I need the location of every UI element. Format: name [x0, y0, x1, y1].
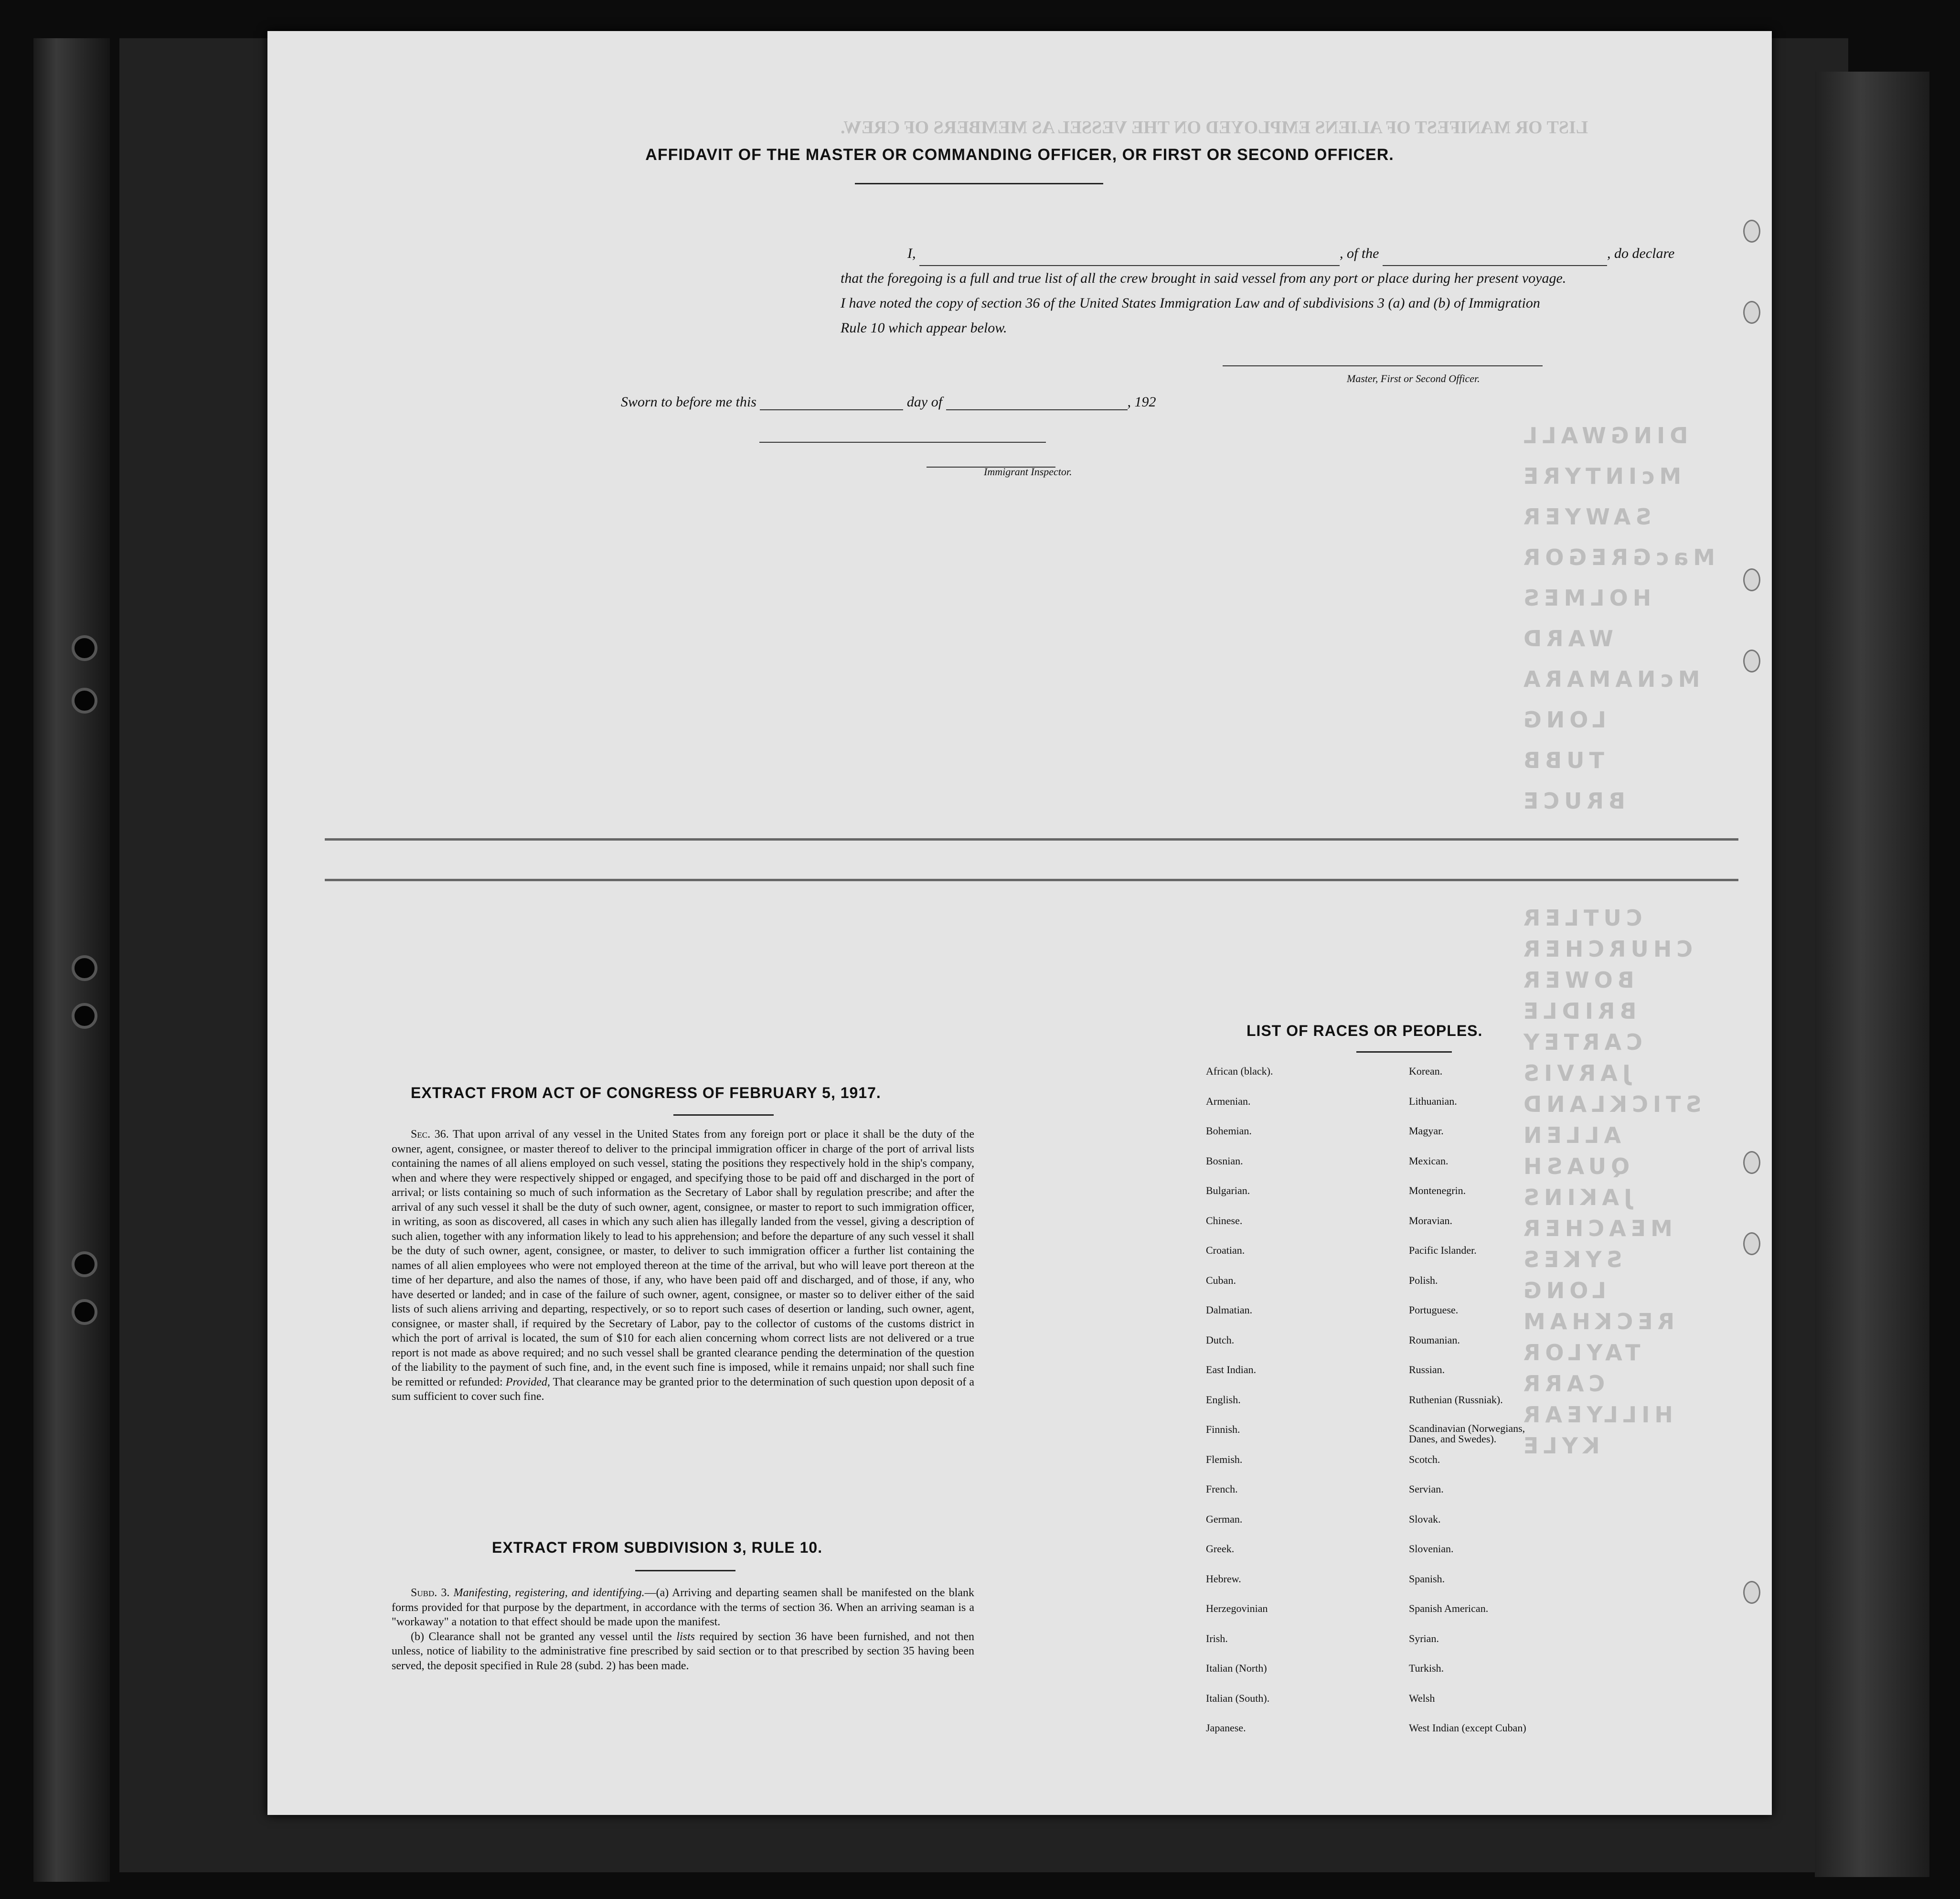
ghost-crew-name: RECKHAM — [1519, 1309, 1675, 1334]
race-item: Lithuanian. — [1409, 1095, 1457, 1107]
race-item: German. — [1206, 1513, 1243, 1525]
ghost-crew-name: MEACHER — [1519, 1216, 1672, 1241]
race-item: West Indian (except Cuban) — [1409, 1722, 1526, 1734]
ghost-crew-name: McINTYRE — [1519, 463, 1682, 489]
race-item: Pacific Islander. — [1409, 1244, 1477, 1256]
section-36-text: Sec. 36. That upon arrival of any vessel in the United States from any foreign port or place it shall be the duty of the owner, agent, consignee, or master thereof to deliver to the principal immigration officer in charge of the port of arrival lists containing the names of all aliens employed on such vessel, stating the positions they respectively hold in the ship's company, when and where they were respectively shipped or engaged, and specifying those to be paid off and discharged in the port of arrival; or lists containing so much of such information as the Secretary of Labor shall by regulation prescribe; and after the arrival of any such vessel it shall be the duty of such owner, agent, consignee, or master to report to such immigration officer, in writing, as soon as discovered, all cases in which any such alien has illegally landed from the vessel, giving a description of such alien, together with any information likely to lead to his apprehension; and before the departure of any such vessel it shall be the duty of such owner, agent, consignee, or master, to deliver to such immigration officer a further list containing the names of all alien employees who were not employed thereon at the time of the arrival, but who will leave port thereon at the time of her departure, and also the names of those, if any, who have been paid off and discharged, and of those, if any, who have deserted or landed; and in case of the failure of such owner, agent, consignee, or master so to deliver either of the said lists of such aliens arriving and departing, respectively, or so to report such cases of desertion or landing, such owner, agent, consignee, or master shall, if required by the Secretary of Labor, pay to the collector of customs of the customs district in which the port of arrival is located, the sum of $10 for each alien concerning whom correct lists are not delivered or a true report is not made as above required; and no such vessel shall be granted clearance pending the determination of the question of the liability to the payment of such fine, and, in the event such fine is imposed, while it remains unpaid; nor shall such fine be remitted or refunded: Provided, That clearance may be granted prior to the determination of such question upon deposit of a sum sufficient to cover such fine. — [392, 1128, 974, 1403]
punch-hole — [1743, 1151, 1760, 1174]
race-item: French. — [1206, 1483, 1238, 1495]
ghost-crew-name: SYKES — [1519, 1247, 1622, 1272]
divider-rule — [325, 879, 1738, 881]
race-item: Irish. — [1206, 1632, 1228, 1644]
ghost-crew-name: CUTLER — [1519, 905, 1642, 931]
race-item: Bosnian. — [1206, 1154, 1243, 1167]
race-item: Korean. — [1409, 1065, 1443, 1077]
binder-hole — [72, 1003, 97, 1029]
binder-left-strip — [33, 38, 110, 1882]
race-item: Spanish American. — [1409, 1602, 1489, 1614]
race-item: Bohemian. — [1206, 1125, 1252, 1137]
ghost-crew-name: JARVIS — [1519, 1060, 1630, 1086]
ghost-crew-name: QUASH — [1519, 1153, 1630, 1179]
race-item: African (black). — [1206, 1065, 1273, 1077]
race-item: Welsh — [1409, 1692, 1435, 1704]
races-title: LIST OF RACES OR PEOPLES. — [1246, 1022, 1483, 1039]
sworn-day-field[interactable] — [760, 394, 903, 410]
race-item: Servian. — [1409, 1483, 1444, 1495]
punch-hole — [1743, 220, 1760, 243]
punch-hole — [1743, 301, 1760, 324]
ghost-crew-name: SAWYER — [1519, 504, 1651, 530]
race-item: Syrian. — [1409, 1632, 1439, 1644]
ghost-crew-name: CARR — [1519, 1371, 1605, 1397]
inspector-label: Immigrant Inspector. — [984, 466, 1072, 478]
ghost-crew-name: BRUCE — [1519, 788, 1626, 814]
race-item: English. — [1206, 1393, 1241, 1406]
extract-act-title: EXTRACT FROM ACT OF CONGRESS OF FEBRUARY 5, 1917. — [411, 1084, 881, 1101]
race-item: Russian. — [1409, 1364, 1445, 1376]
race-item: Spanish. — [1409, 1572, 1445, 1585]
ghost-crew-name: TAYLOR — [1519, 1340, 1640, 1366]
race-item: Magyar. — [1409, 1125, 1444, 1137]
ghost-crew-name: CARTEY — [1519, 1029, 1642, 1055]
extract-rule-rule — [635, 1570, 735, 1571]
manifest-page — [267, 31, 1772, 1815]
race-item: Finnish. — [1206, 1423, 1240, 1435]
race-item: Slovak. — [1409, 1513, 1441, 1525]
race-item: Greek. — [1206, 1543, 1235, 1555]
race-item: Croatian. — [1206, 1244, 1245, 1256]
ghost-crew-name: MacGREGOR — [1519, 544, 1715, 570]
race-item: Flemish. — [1206, 1453, 1243, 1465]
inspector-signature-line[interactable] — [759, 442, 1046, 443]
master-signature-line[interactable] — [1223, 365, 1543, 366]
punch-hole — [1743, 1232, 1760, 1255]
ghost-crew-name: HOLMES — [1519, 585, 1651, 611]
race-item: Montenegrin. — [1409, 1184, 1466, 1196]
name-field[interactable] — [919, 250, 1340, 266]
master-label: Master, First or Second Officer. — [1347, 373, 1480, 384]
race-item: Armenian. — [1206, 1095, 1251, 1107]
race-item: Chinese. — [1206, 1214, 1243, 1227]
ghost-crew-name: JAKINS — [1519, 1184, 1632, 1210]
race-item: Herzegovinian — [1206, 1602, 1268, 1614]
ghost-crew-name: ALLEN — [1519, 1122, 1621, 1148]
extract-act-rule — [673, 1114, 774, 1116]
extract-rule-title: EXTRACT FROM SUBDIVISION 3, RULE 10. — [492, 1539, 823, 1556]
race-item: Dutch. — [1206, 1334, 1235, 1346]
binder-hole — [72, 955, 97, 981]
ghost-crew-name: McNAMARA — [1519, 666, 1700, 692]
punch-hole — [1743, 1581, 1760, 1604]
affidavit-title: AFFIDAVIT OF THE MASTER OR COMMANDING OFFICER, OR FIRST OR SECOND OFFICER. — [645, 146, 1394, 164]
race-item: Mexican. — [1409, 1154, 1449, 1167]
race-item: Italian (South). — [1206, 1692, 1270, 1704]
race-item: Hebrew. — [1206, 1572, 1241, 1585]
races-rule — [1356, 1051, 1452, 1053]
sworn-month-field[interactable] — [946, 394, 1128, 410]
title-rule — [855, 183, 1103, 184]
race-item: Japanese. — [1206, 1722, 1246, 1734]
sworn-line: Sworn to before me this day of , 192 — [621, 394, 1156, 410]
vessel-field[interactable] — [1383, 250, 1607, 266]
punch-hole — [1743, 650, 1760, 672]
binder-hole — [72, 635, 97, 661]
race-item: Bulgarian. — [1206, 1184, 1250, 1196]
binder-hole — [72, 1251, 97, 1277]
ghost-crew-name: STICKLAND — [1519, 1091, 1702, 1117]
ghost-crew-name: DINGWALL — [1519, 423, 1688, 448]
divider-rule — [325, 838, 1738, 841]
ghost-crew-name: TUBB — [1519, 747, 1604, 773]
race-item: Polish. — [1409, 1274, 1438, 1286]
ghost-crew-name: KYLE — [1519, 1433, 1600, 1459]
race-item: Roumanian. — [1409, 1334, 1460, 1346]
race-item: Ruthenian (Russniak). — [1409, 1393, 1503, 1406]
binder-right-strip — [1815, 72, 1929, 1877]
ghost-crew-name: BRIDLE — [1519, 998, 1637, 1024]
race-item: Moravian. — [1409, 1214, 1453, 1227]
punch-hole — [1743, 568, 1760, 591]
rule-10-text: Subd. 3. Manifesting, registering, and identifying.—(a) Arriving and departing seamen shall be manifested on the blank forms provided for that purpose by the department, in accordance with the terms of section 36. When an arriving seaman is a "workaway" a notation to that effect should be made upon the manifest. (b) Clearance shall not be granted any vessel until the lists required by section 36 have been furnished, and not then unless, notice of liability to the administrative fine prescribed by said section or to that prescribed by section 35 having been served, the deposit specified in Rule 28 (subd. 2) has been made. — [392, 1587, 974, 1672]
race-item: East Indian. — [1206, 1364, 1257, 1376]
race-item: Scandinavian (Norwegians, Danes, and Swedes). — [1409, 1422, 1525, 1445]
race-item: Cuban. — [1206, 1274, 1236, 1286]
ghost-crew-name: BOWER — [1519, 967, 1634, 993]
ghost-crew-name: WARD — [1519, 626, 1613, 651]
ghost-crew-name: CHURCHER — [1519, 936, 1693, 962]
race-item: Scotch. — [1409, 1453, 1440, 1465]
race-item: Slovenian. — [1409, 1543, 1454, 1555]
ghost-crew-name: LONG — [1519, 1278, 1607, 1303]
binder-hole — [72, 688, 97, 714]
affidavit-text: I, , of the , do declare that the foregoing is a full and true list of all the crew brought in said vessel from any port or place during her present voyage. I have noted the copy of section 36 of the United States Immigration Law and of subdivisions 3 (a) and (b) of Immigration Rule 10 which appear below. — [841, 245, 1675, 336]
binder-hole — [72, 1299, 97, 1325]
race-item: Italian (North) — [1206, 1662, 1267, 1674]
ghost-crew-name: LONG — [1519, 707, 1607, 733]
race-item: Portuguese. — [1409, 1304, 1459, 1316]
ghost-header: LIST OR MANIFEST OF ALIENS EMPLOYED ON THE VESSEL AS MEMBERS OF CREW. — [841, 117, 1588, 138]
ghost-crew-name: HILLYEAR — [1519, 1402, 1673, 1428]
race-item: Turkish. — [1409, 1662, 1444, 1674]
race-item: Dalmatian. — [1206, 1304, 1253, 1316]
